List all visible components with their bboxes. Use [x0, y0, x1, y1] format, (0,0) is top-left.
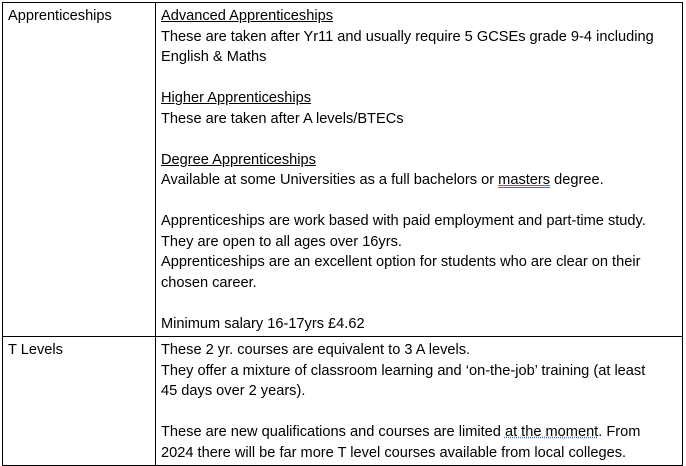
t-levels-text-4-before: These are new qualifications and courses are limited: [161, 424, 505, 440]
pathways-table: [2, 2, 683, 466]
grammar-flagged-phrase[interactable]: at the moment: [504, 424, 599, 440]
degree-text-after: degree.: [550, 172, 604, 188]
blank-line: [161, 191, 677, 212]
row-label-apprenticeships: Apprenticeships: [3, 3, 156, 337]
table-row-t-levels: [3, 337, 683, 466]
minimum-salary-text: Minimum salary 16-17yrs £4.62: [161, 315, 365, 332]
t-levels-text-2: They offer a mixture of classroom learning and ‘on-the-job’ training (at least: [161, 362, 646, 379]
apprenticeships-details: [156, 3, 683, 337]
t-levels-text-1: These 2 yr. courses are equivalent to 3 A levels.: [161, 342, 471, 358]
t-levels-text-4: [161, 422, 677, 443]
degree-apprenticeships-heading: Degree Apprenticeships: [161, 151, 316, 168]
advanced-apprenticeships-text-1: These are taken after Yr11 and usually require 5 GCSEs grade 9-4 including: [161, 28, 654, 45]
blank-line: [161, 129, 677, 150]
table-row-apprenticeships: [3, 3, 683, 337]
apprenticeships-about-1: Apprenticeships are work based with paid employment and part-time study.: [161, 213, 646, 229]
blank-line: [161, 68, 677, 89]
t-levels-details: [156, 337, 683, 466]
apprenticeships-about-2: They are open to all ages over 16yrs.: [161, 233, 402, 250]
t-levels-text-5: 2024 there will be far more T level courses available from local colleges.: [161, 444, 627, 461]
higher-apprenticeships-heading: Higher Apprenticeships: [161, 90, 312, 106]
blank-line: [161, 293, 677, 314]
spelling-flagged-word[interactable]: masters: [498, 172, 551, 188]
advanced-apprenticeships-heading: Advanced Apprenticeships: [161, 8, 333, 24]
degree-text-before: Available at some Universities as a full bachelors or: [161, 172, 499, 188]
degree-apprenticeships-text: [161, 170, 677, 191]
t-levels-text-3: 45 days over 2 years).: [161, 383, 306, 399]
row-label-t-levels: T Levels: [3, 337, 156, 466]
higher-apprenticeships-text: These are taken after A levels/BTECs: [161, 110, 404, 127]
apprenticeships-about-4: chosen career.: [161, 274, 257, 291]
t-levels-text-4-after: . From: [598, 424, 641, 440]
apprenticeships-about-3: Apprenticeships are an excellent option for students who are clear on their: [161, 254, 641, 270]
blank-line: [161, 402, 677, 423]
advanced-apprenticeships-text-2: English & Maths: [161, 49, 267, 65]
